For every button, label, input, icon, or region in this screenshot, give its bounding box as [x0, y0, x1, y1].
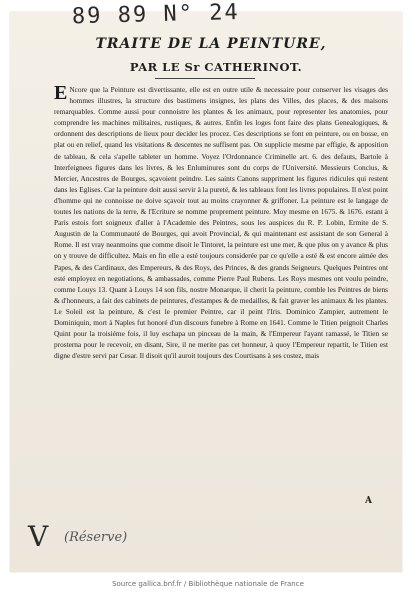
document-author: PAR LE Sr CATHERINOT.	[129, 60, 303, 74]
source-credit: Source gallica.bnf.fr / Bibliothèque nationale de France	[112, 580, 304, 588]
document-title: TRAITE DE LA PEINTURE,	[95, 36, 327, 52]
body-paragraph: ENcore que la Peinture est divertissante, elle est en outre utile & necessaire pour conserver les visages des hommes illustres, la structure des bastimens insignes, les plans des Villes, des places, & des maisons remarquables. Comme aussi pour connoistre les plantes & les animaux, pour representer les anatomies, pour comprendre les machines militaires, rustiques, & autres. Enfin les loges font faire des plans Genealogiques, & ordonnent des descriptions de lieux pour decider les procez. Ces descriptions se font en peinture, ou en bosse, en plat ou en relief, quand les visitations & descentes ne suffisent pas. On supplicie mesme par effigie, & apposition de tableau, & cela s'apelle tableter un homme. Voyez l'Ordonnance Criminelle art. 6. des defauts, Bartole à Interfeignees figures dans les livres, & les Enluminures sont du corps de l'Université. Messieurs Concius, & Mercier, Ancestres de Bourges, sçavoient peindre. Les saints Canons suppriment les figures ridicules qui restent dans les Eglises. Car la peinture doit aussi servir à la pureté, & les tableaux font les livres populaires. Il n'est point d'homme qui ne connoisse ne doive sçavoir tout au moins crayonner & griffoner. La peinture est le langage de toutes les nations de la terre, & l'Ecriture se nomme proprement peinture. Moy mesme en 1675. & 1676. estant à Paris estois fort soigneux d'aller à l'Academie des Peintres, sous les auspices du R. P. Lobin, Ermite de S. Augustin de la Communauté de Bourges, qui avoit Provincial, & qui maintenant est assistant de son General à Rome. Il est vray neanmoins que comme disoit le Tintoret, la peinture est une mer, & que plus on y avance & plus on y trouve de difficultez. Mais en fin elle a esté toujours considerée par ce qu'elle a esté & est encore aimée des Papes, & des Cardinaux, des Empereurs, & des Roys, des Princes, & des grands Seigneurs. Quelques Peintres ont esté employez en negotiations, & ambassades, comme Pierre Paul Rubens. Les Roys mesmes ont voulu peindre, comme Louys 13. Quant à Louys 14 son fils, nostre Monarque, il cherit la peinture, comble les Peintres de biens & d'honneurs, a fait des cabinets de peintures, d'estampes & de medailles, & fait graver les animaux & les plantes. Le Soleil est la peinture, & c'est le premier Peintre, car il peint l'Iris. Dominico Zampier, autrement le Dominiquin, mort à Naples fut honoré d'un discours funebre à Rome en 1641. Comme le Titien peignoit Charles Quint pour la troisiéme fois, il luy eschapa un pinceau de la main, & l'Empereur l'ayant ramassé, le Titien se prosterna pour le recevoir, en disant, Sire, il ne merite pas cet honneur, à quoy l'Empereur repartit, le Titien est digne d'estre servi par Cesar. Il disoit qu'il auroit toujours des Courtisans à ses costez, mais	[54, 84, 388, 361]
manuscript-note	[28, 520, 248, 554]
title-rule	[155, 78, 255, 79]
signature-mark: A	[365, 496, 372, 506]
body-text	[54, 84, 388, 494]
handwritten-shelfmark: 89 89 N° 24	[71, 0, 240, 30]
manuscript-reserve-note: (Réserve)	[64, 530, 128, 545]
manuscript-letter: V	[28, 520, 49, 553]
